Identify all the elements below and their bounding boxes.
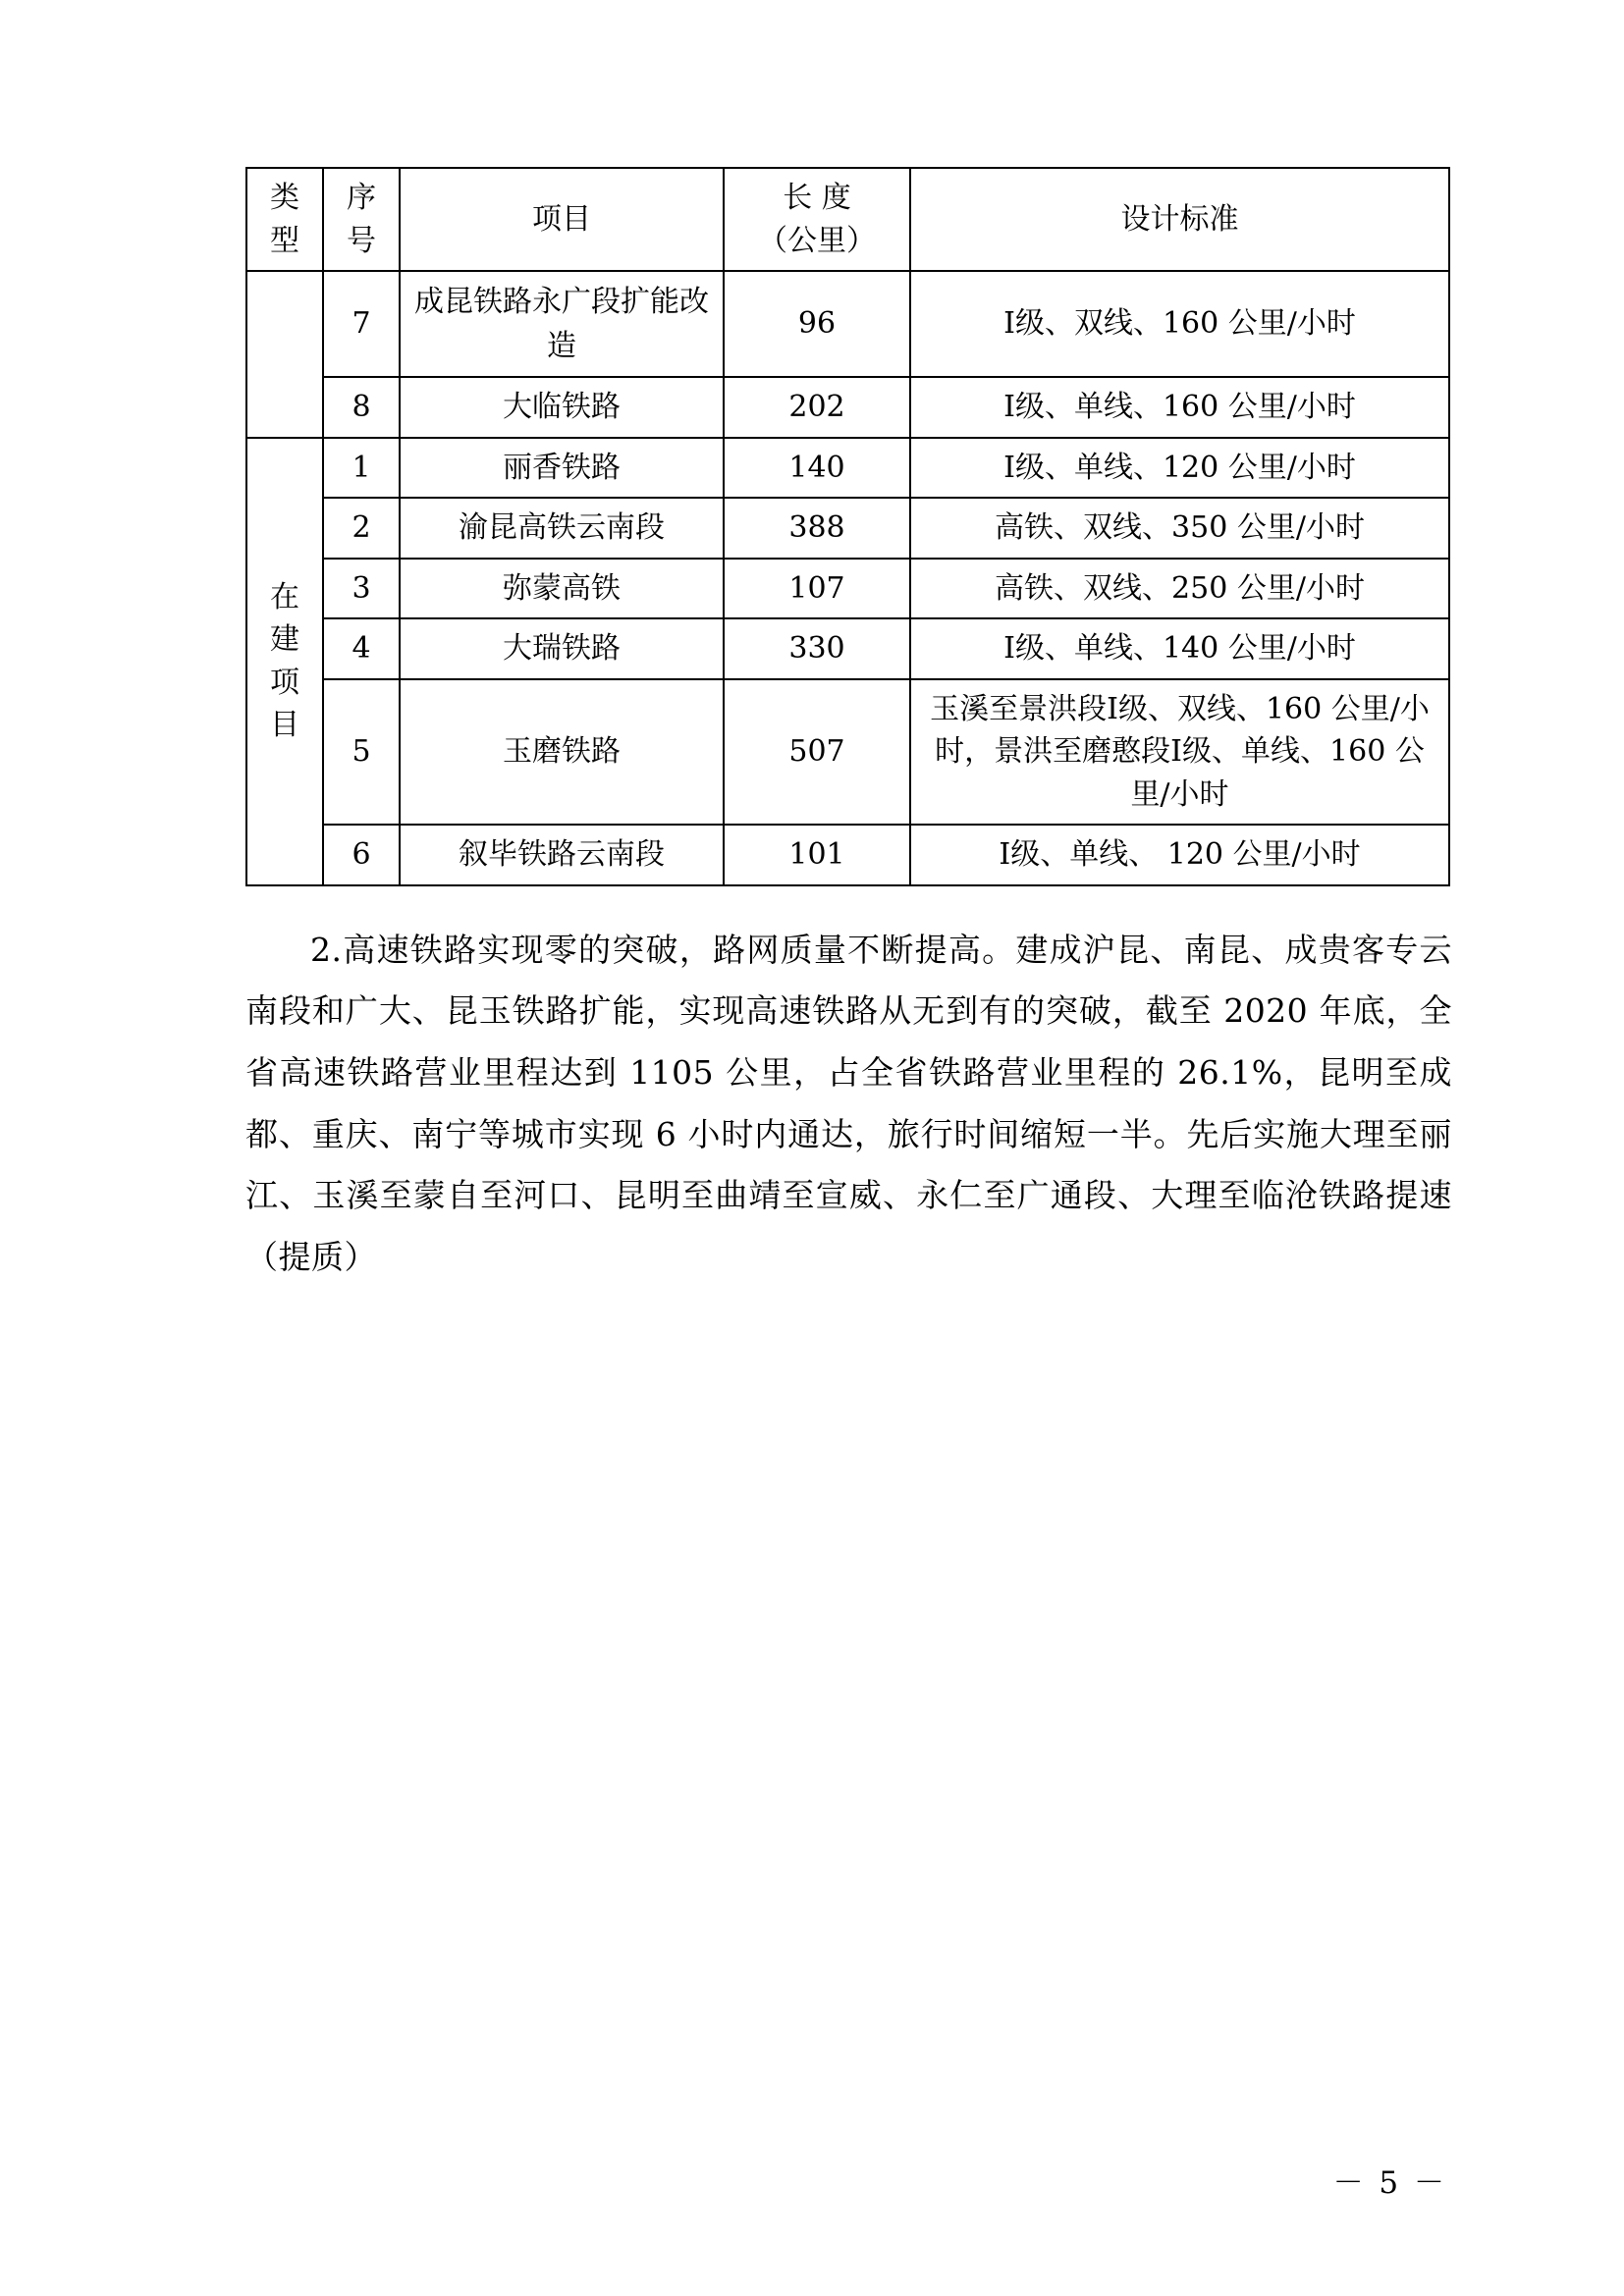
row-number: 8	[323, 377, 400, 438]
type-group-under-construction	[246, 438, 323, 885]
column-header-number-line1: 序	[347, 181, 376, 215]
row-number: 4	[323, 618, 400, 679]
column-header-standard: 设计标准	[910, 168, 1449, 271]
table-row	[246, 271, 1449, 377]
row-length: 96	[724, 271, 910, 377]
row-project: 成昆铁路永广段扩能改造	[400, 271, 724, 377]
row-length: 388	[724, 498, 910, 559]
row-standard: 高铁、双线、250 公里/小时	[910, 559, 1449, 619]
row-project: 弥蒙高铁	[400, 559, 724, 619]
row-project: 大瑞铁路	[400, 618, 724, 679]
row-standard: Ⅰ级、单线、160 公里/小时	[910, 377, 1449, 438]
column-header-length-line1: 长 度	[783, 181, 851, 215]
type-char-2: 建	[270, 622, 299, 657]
row-length: 107	[724, 559, 910, 619]
table-row	[246, 618, 1449, 679]
body-text-block	[245, 920, 1452, 1289]
row-project: 玉磨铁路	[400, 679, 724, 826]
row-standard: Ⅰ级、单线、120 公里/小时	[910, 438, 1449, 499]
row-length: 101	[724, 825, 910, 885]
row-standard: Ⅰ级、双线、160 公里/小时	[910, 271, 1449, 377]
row-project: 丽香铁路	[400, 438, 724, 499]
column-header-length-line2: （公里）	[758, 223, 876, 258]
row-number: 2	[323, 498, 400, 559]
row-standard: Ⅰ级、单线、140 公里/小时	[910, 618, 1449, 679]
row-number: 7	[323, 271, 400, 377]
column-header-length	[724, 168, 910, 271]
column-header-type	[246, 168, 323, 271]
type-char-3: 项	[270, 665, 299, 700]
table-row	[246, 438, 1449, 499]
row-project: 叙毕铁路云南段	[400, 825, 724, 885]
body-paragraph: 2.高速铁路实现零的突破，路网质量不断提高。建成沪昆、南昆、成贵客专云南段和广大、昆玉铁路扩能，实现高速铁路从无到有的突破，截至 2020 年底，全省高速铁路营业里程达到 1105 公里，占全省铁路营业里程的 26.1%，昆明至成都、重庆、南宁等城市实现 6 小时内通达，旅行时间缩短一半。先后实施大理至丽江、玉溪至蒙自至河口、昆明至曲靖至宣威、永仁至广通段、大理至临沧铁路提速（提质）	[245, 930, 1452, 1276]
table-row	[246, 679, 1449, 826]
row-project: 渝昆高铁云南段	[400, 498, 724, 559]
table-header-row	[246, 168, 1449, 271]
row-length: 507	[724, 679, 910, 826]
type-group-continued	[246, 271, 323, 438]
row-length: 140	[724, 438, 910, 499]
table-row	[246, 825, 1449, 885]
column-header-number-line2: 号	[347, 223, 376, 258]
row-length: 202	[724, 377, 910, 438]
type-char-4: 目	[270, 708, 299, 742]
column-header-number	[323, 168, 400, 271]
row-standard: 高铁、双线、350 公里/小时	[910, 498, 1449, 559]
table-row	[246, 377, 1449, 438]
column-header-type-line2: 型	[270, 223, 299, 258]
table-row	[246, 559, 1449, 619]
row-number: 1	[323, 438, 400, 499]
railway-projects-table	[245, 167, 1450, 886]
column-header-type-line1: 类	[270, 181, 299, 215]
row-number: 3	[323, 559, 400, 619]
page-number: － 5 －	[1332, 2165, 1447, 2201]
table-row	[246, 498, 1449, 559]
row-number: 6	[323, 825, 400, 885]
row-project: 大临铁路	[400, 377, 724, 438]
row-length: 330	[724, 618, 910, 679]
type-char-1: 在	[270, 579, 299, 614]
row-standard: Ⅰ级、单线、 120 公里/小时	[910, 825, 1449, 885]
row-number: 5	[323, 679, 400, 826]
row-standard: 玉溪至景洪段Ⅰ级、双线、160 公里/小时，景洪至磨憨段Ⅰ级、单线、160 公里/小时	[910, 679, 1449, 826]
column-header-project: 项目	[400, 168, 724, 271]
